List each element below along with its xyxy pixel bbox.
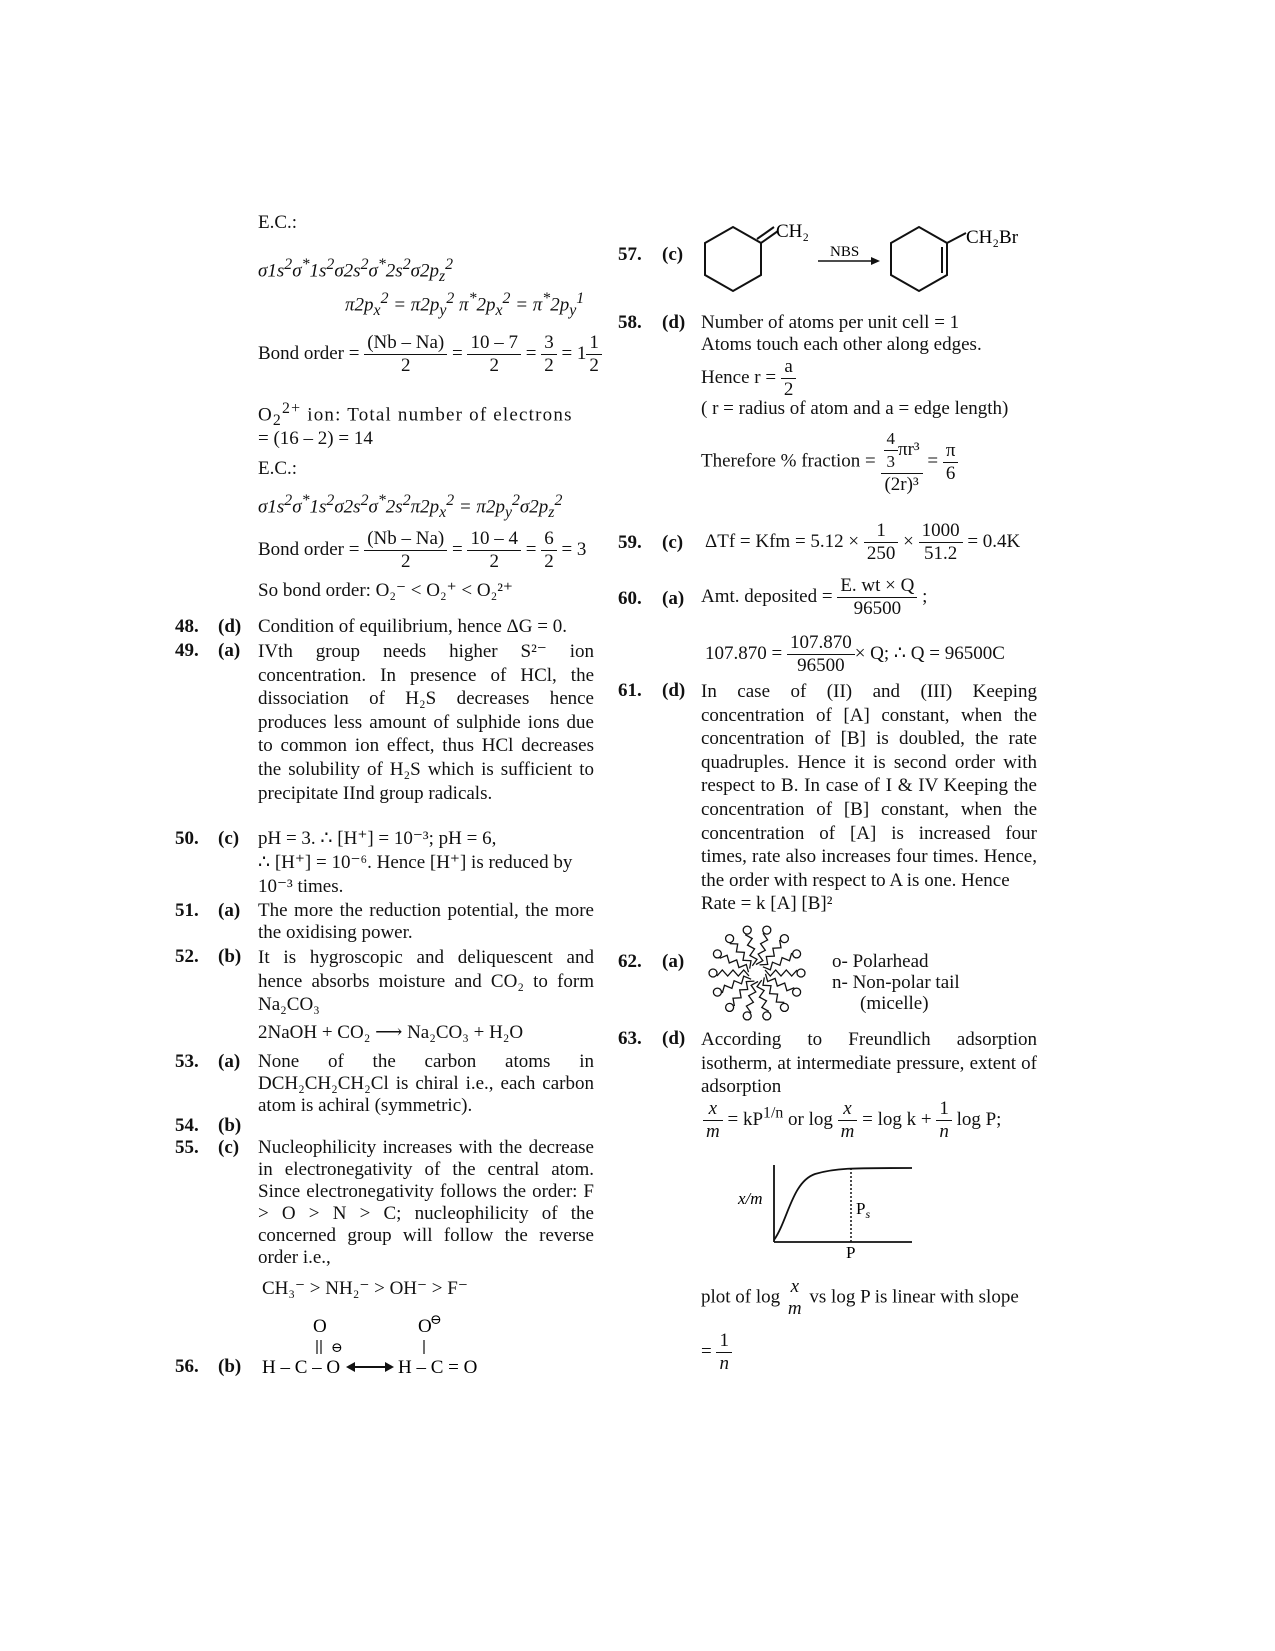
q61-text: In case of (II) and (III) Keeping concentration of [A] constant, when the concentration of [B] is doubled, the rate quadruples. Hence it is second order with respect to B. In case of I & IV Keeping the concentration of [B] constant, when the concentration of [A] is increased four times, rate also increases four times. Hence, the order with respect to A is one. Hence <box>701 681 1037 891</box>
q49-number: 49. <box>175 640 199 661</box>
nbs-reaction-scheme <box>700 215 1040 295</box>
micelle-tail <box>717 970 749 976</box>
q50-number: 50. <box>175 828 199 849</box>
q49-answer: (a) <box>218 640 241 661</box>
q55-order: CH₃⁻ > NH₂⁻ > OH⁻ > F⁻ <box>262 1278 468 1299</box>
micelle-tail <box>756 933 768 964</box>
carbonyl-oxygen: O <box>313 1316 327 1337</box>
q57-number: 57. <box>618 244 642 265</box>
nbs-reagent-label: NBS <box>830 244 860 260</box>
q63-text: According to Freundlich adsorption isotherm, at intermediate pressure, extent of adsorption <box>701 1029 1037 1097</box>
q48-number: 48. <box>175 616 199 637</box>
micelle-polar-head <box>713 988 721 996</box>
q56-number: 56. <box>175 1356 199 1377</box>
q52-text: It is hygroscopic and deliquescent and hence absorbs moisture and CO₂ to form Na₂CO₃ <box>258 947 594 1015</box>
micelle-polar-head <box>743 1012 751 1020</box>
q50-answer: (c) <box>218 828 240 849</box>
bo1-frac2: $\frac{10 - 7}{2}$ <box>467 332 521 377</box>
ec2-label: E.C.: <box>258 458 298 479</box>
bo1-frac4: $\frac{1}{2}$ <box>586 332 602 377</box>
q54-number: 54. <box>175 1115 199 1136</box>
bo2-frac2: $\frac{10 - 4}{2}$ <box>467 528 521 573</box>
graph-x-label: P <box>846 1243 856 1262</box>
q62-polar-head: o- Polarhead <box>832 951 929 972</box>
bo1-frac3: $\frac{3}{2}$ <box>541 332 557 377</box>
q61-answer: (d) <box>662 680 686 701</box>
micelle-tail <box>730 944 751 969</box>
q48-text: Condition of equilibrium, hence ΔG = 0. <box>258 616 567 637</box>
isotherm-curve <box>774 1168 912 1240</box>
anionic-oxygen: O <box>418 1316 432 1337</box>
q59-number: 59. <box>618 532 642 553</box>
q53-number: 53. <box>175 1051 199 1072</box>
ec1-line1: $\sigma 1s^2\sigma^*1s^2\sigma 2s^2\sigma^*2s^2\sigma 2p_z^2$ <box>258 256 454 286</box>
q60-equation1: Amt. deposited = $\frac{E. wt \times Q}{96500}$ ; <box>701 575 928 619</box>
q53-text: None of the carbon atoms in DCH₂CH₂CH₂Cl is chiral i.e., each carbon atom is achiral (symmetric). <box>258 1051 594 1116</box>
q58-line2: Atoms touch each other along edges. <box>701 334 982 355</box>
q52-answer: (b) <box>218 946 242 967</box>
micelle-polar-head <box>713 950 721 958</box>
graph-y-label: x/m <box>738 1189 763 1208</box>
q62-micelle: (micelle) <box>860 993 929 1014</box>
micelle-polar-head <box>780 935 788 943</box>
q63-number: 63. <box>618 1028 642 1049</box>
q48-answer: (d) <box>218 616 242 637</box>
micelle-polar-head <box>726 1003 734 1011</box>
micelle-diagram <box>700 918 815 1028</box>
q49-text: IVth group needs higher S²⁻ ion concentration. In presence of HCl, the dissociation of H₂S decreases hence produces less amount of sulphide ions due to common ion effect, thus HCl decreases the solubility of H₂S which is sufficient to precipitate IInd group radicals. <box>258 641 594 804</box>
freundlich-isotherm-graph <box>730 1160 930 1265</box>
q56-answer: (b) <box>218 1356 242 1377</box>
bond-order-1: Bond order = $\frac{(Nb - Na)}{2}$ = $\frac{10 - 7}{2}$ = $\frac{3}{2}$ = 1 $\frac{1}{2}$ <box>258 332 602 377</box>
freundlich-equation: $\frac{x}{m}$ = $kP^{1/n}$ or log $\frac{x}{m}$ = log k + $\frac{1}{n}$ log P; <box>703 1098 1001 1143</box>
micelle-polar-head <box>743 926 751 934</box>
q52-number: 52. <box>175 946 199 967</box>
q59-equation: ΔTf = Kfm = 5.12 × $\frac{1}{250}$ × $\frac{1000}{51.2}$ = 0.4K <box>705 520 1021 564</box>
q52-equation: 2NaOH + CO₂ ⟶ Na₂CO₃ + H₂O <box>258 1022 524 1043</box>
micelle-tail <box>763 977 784 1002</box>
graph-ps-label: $P_s$ <box>856 1199 871 1221</box>
bo2-frac1: $\frac{(Nb - Na)}{2}$ <box>364 528 447 573</box>
formate-left-structure: H – C – O <box>262 1357 341 1378</box>
q50-line3: 10⁻³ times. <box>258 876 344 897</box>
q51-answer: (a) <box>218 900 241 921</box>
o2-ion-line: $O_2^{2+}$ ion: Total number of electrons <box>258 400 573 430</box>
svg-text:⊖: ⊖ <box>331 1341 343 1356</box>
formate-resonance-structure <box>258 1310 498 1385</box>
q58-number: 58. <box>618 312 642 333</box>
micelle-polar-head <box>709 969 717 977</box>
q51-number: 51. <box>175 900 199 921</box>
q63-answer: (d) <box>662 1028 686 1049</box>
q58-line1: Number of atoms per unit cell = 1 <box>701 312 960 333</box>
q58-fraction: Therefore % fraction = $\frac{4}{3}$ πr³ (2r)³ = $\frac{\pi}{6}$ <box>701 428 958 496</box>
q58-note: ( r = radius of atom and a = edge length) <box>701 398 1009 419</box>
q61-rate-law: Rate = k [A] [B]² <box>701 893 833 914</box>
micelle-polar-head <box>726 935 734 943</box>
q62-nonpolar-tail: n- Non-polar tail <box>832 972 960 993</box>
bond-order-comparison: So bond order: O₂⁻ < O₂⁺ < O₂²⁺ <box>258 580 513 601</box>
micelle-polar-head <box>763 1012 771 1020</box>
slope-equation: = $\frac{1}{n}$ <box>701 1330 732 1375</box>
q58-answer: (d) <box>662 312 686 333</box>
micelle-polar-head <box>797 969 805 977</box>
ec2-line: $\sigma 1s^2\sigma^*1s^2\sigma 2s^2\sigma^*2s^2\pi 2p_x^2 = \pi 2p_y^2\sigma 2p_z^2$ <box>258 492 563 522</box>
q53-answer: (a) <box>218 1051 241 1072</box>
bond-order-2-label: Bond order = <box>258 538 360 560</box>
q54-answer: (b) <box>218 1115 242 1136</box>
micelle-tail <box>765 970 797 976</box>
q62-answer: (a) <box>662 951 685 972</box>
q60-equation2: 107.870 = $\frac{107.870}{96500}$ × Q; ∴ Q = 96500C <box>705 632 1005 676</box>
q55-number: 55. <box>175 1137 199 1158</box>
bond-order-2: Bond order = $\frac{(Nb - Na)}{2}$ = $\frac{10 - 4}{2}$ = $\frac{6}{2}$ = 3 <box>258 528 587 572</box>
q57-answer: (c) <box>662 244 684 265</box>
q59-answer: (c) <box>662 532 684 553</box>
micelle-polar-head <box>793 950 801 958</box>
q58-hence: Hence r = $\frac{a}{2}$ <box>701 356 796 401</box>
bo1-frac1: $\frac{(Nb - Na)}{2}$ <box>364 332 447 377</box>
micelle-tail <box>746 982 758 1013</box>
q51-text: The more the reduction potential, the more the oxidising power. <box>258 900 594 943</box>
ec1-label: E.C.: <box>258 212 298 233</box>
micelle-polar-head <box>763 926 771 934</box>
q61-number: 61. <box>618 680 642 701</box>
q50-line2: ∴ [H⁺] = 10⁻⁶. Hence [H⁺] is reduced by <box>258 852 573 873</box>
o2-calc: = (16 – 2) = 14 <box>258 428 373 449</box>
plot-description: plot of log x m vs log P is linear with slope <box>701 1276 1019 1319</box>
q60-number: 60. <box>618 588 642 609</box>
methylene-label: CH₂ <box>776 221 810 242</box>
micelle-polar-head <box>780 1003 788 1011</box>
q50-line1: pH = 3. ∴ [H⁺] = 10⁻³; pH = 6, <box>258 828 497 849</box>
q62-number: 62. <box>618 951 642 972</box>
bond-order-1-label: Bond order = <box>258 342 360 364</box>
q55-text: Nucleophilicity increases with the decrease in electronegativity of the central atom. Since electronegativity follows the order: F > O > N > C; nucleophilicity of the concerned group will follow the reverse order i.e., <box>258 1137 594 1268</box>
ec1-line2: $\pi 2p_x^2 = \pi 2p_y^2$ $\pi^*2p_x^2 = \pi^*2p_y^1$ <box>345 290 585 320</box>
micelle-polar-head <box>793 988 801 996</box>
bo2-frac3: $\frac{6}{2}$ <box>541 528 557 573</box>
product-label: CH₂Br <box>966 227 1019 248</box>
formate-right-structure: H – C = O <box>398 1357 478 1378</box>
svg-text:⊖: ⊖ <box>430 1313 442 1328</box>
q55-answer: (c) <box>218 1137 240 1158</box>
q60-answer: (a) <box>662 588 685 609</box>
